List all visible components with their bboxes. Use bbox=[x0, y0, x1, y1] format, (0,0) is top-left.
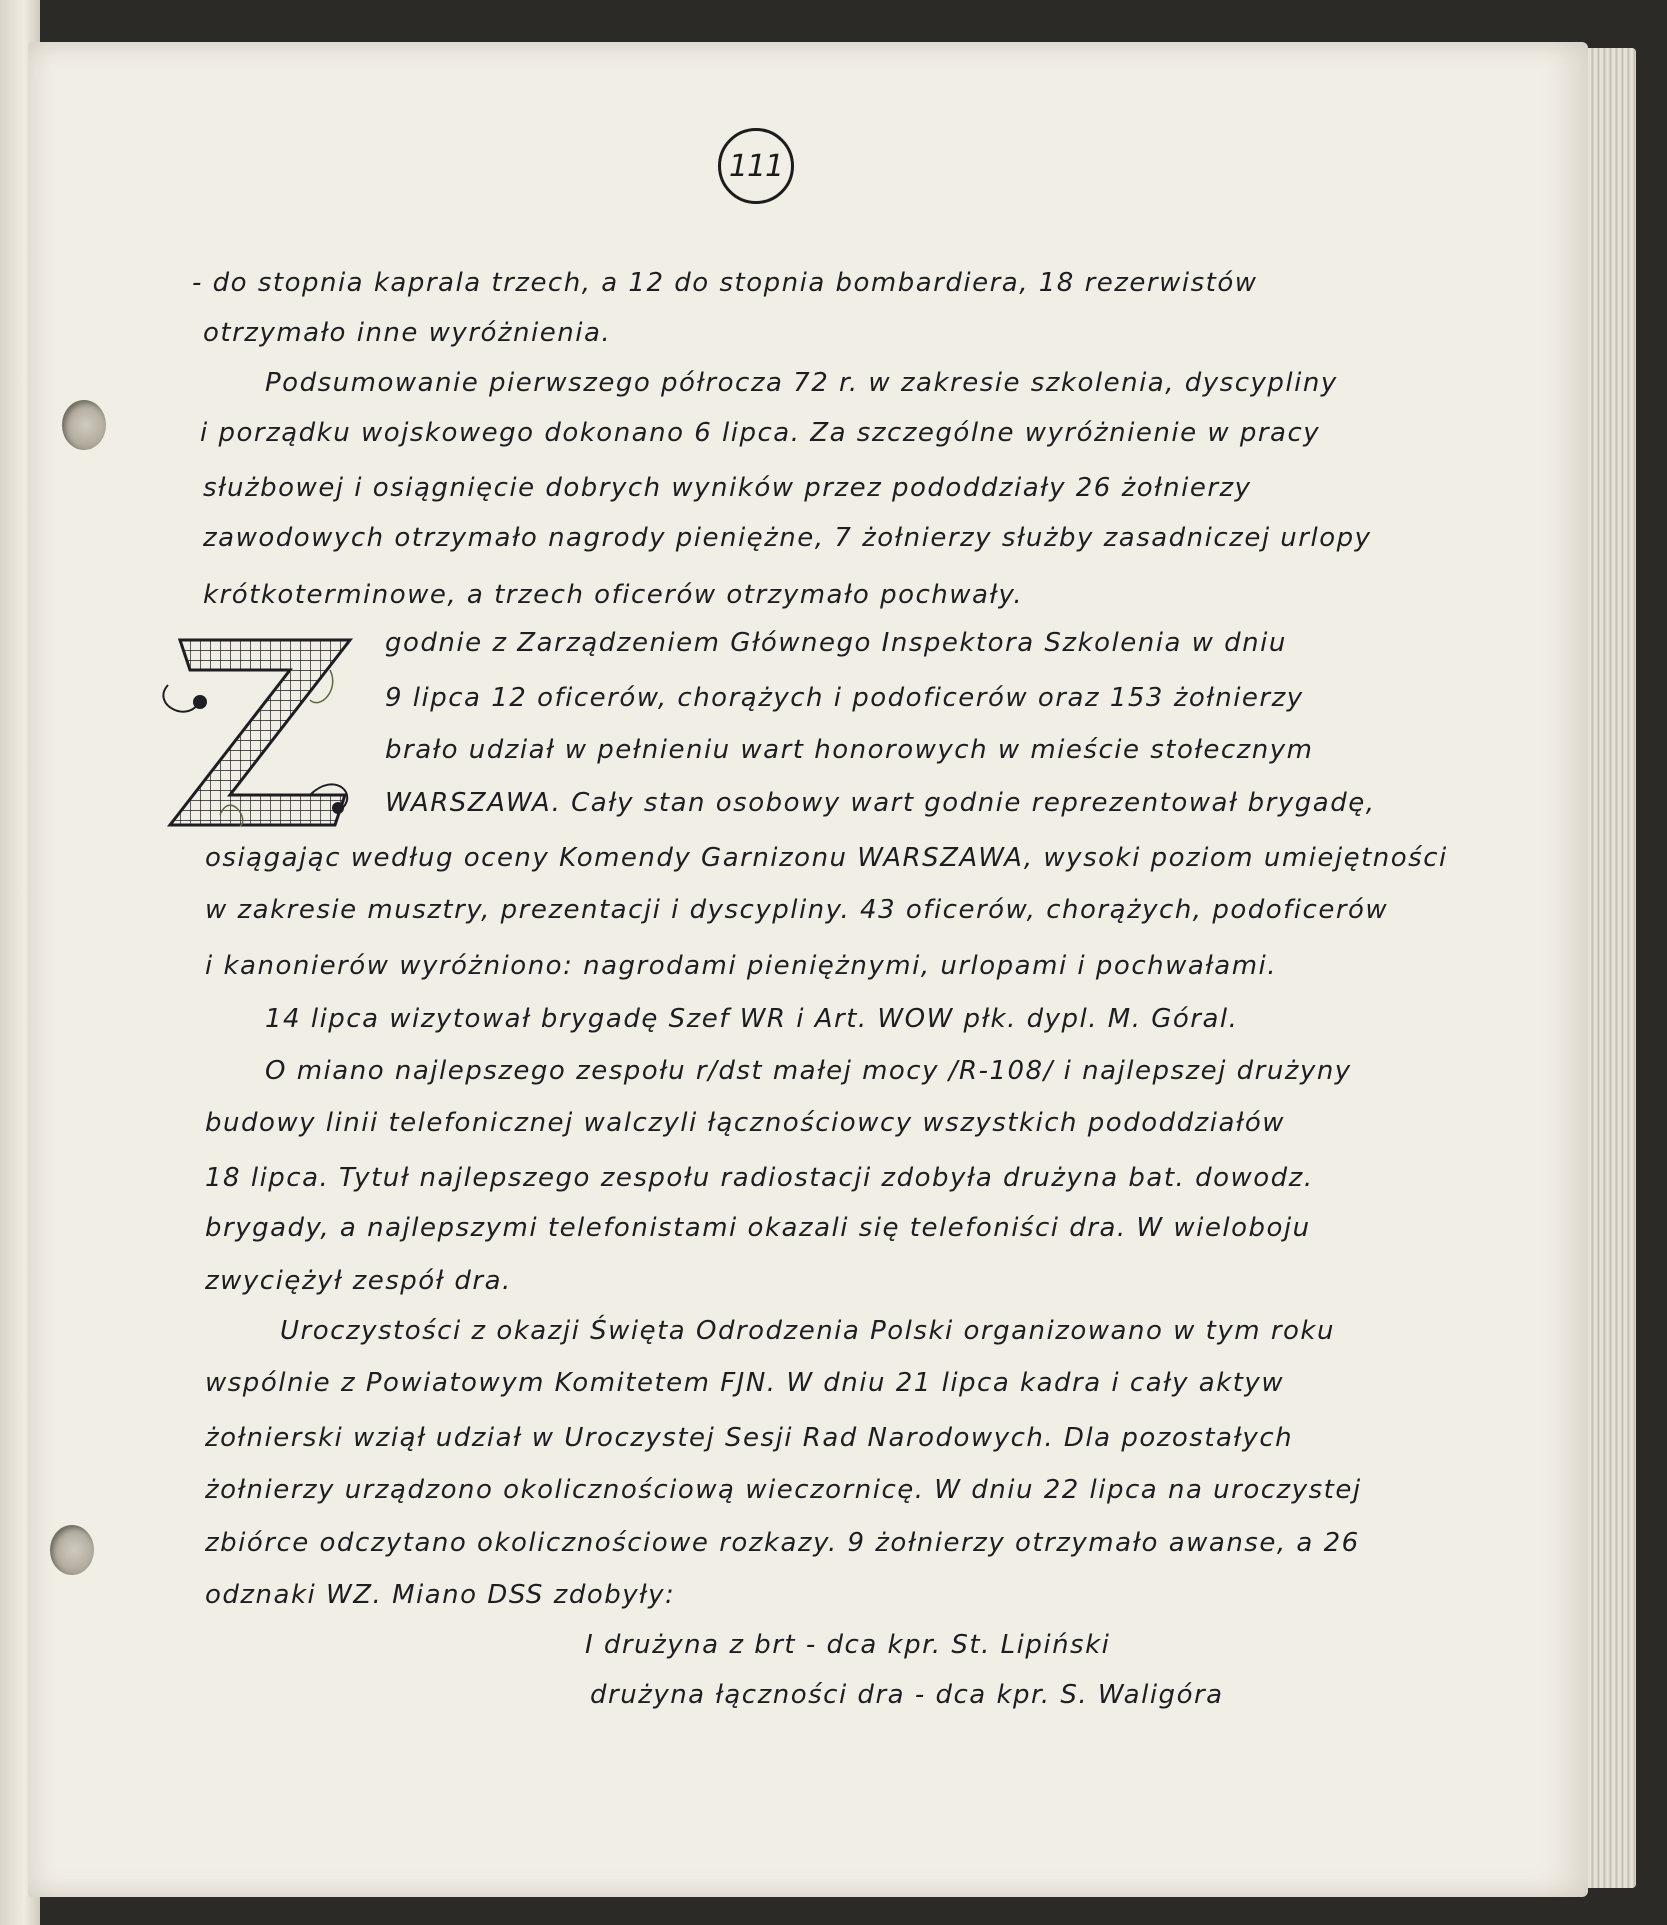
text-line: i porządku wojskowego dokonano 6 lipca. Za szczególne wyróżnienie w pracy bbox=[200, 418, 1321, 448]
text-line: żołnierski wziął udział w Uroczystej Sesji Rad Narodowych. Dla pozostałych bbox=[205, 1423, 1294, 1453]
text-line: 9 lipca 12 oficerów, chorążych i podoficerów oraz 153 żołnierzy bbox=[385, 683, 1304, 713]
text-line: godnie z Zarządzeniem Głównego Inspektora Szkolenia w dniu bbox=[385, 628, 1287, 658]
text-line: I drużyna z brt - dca kpr. St. Lipiński bbox=[585, 1630, 1111, 1660]
text-line: służbowej i osiągnięcie dobrych wyników przez pododdziały 26 żołnierzy bbox=[203, 473, 1252, 503]
text-line: zwyciężył zespół dra. bbox=[205, 1266, 512, 1296]
text-line: drużyna łączności dra - dca kpr. S. Waligóra bbox=[590, 1680, 1224, 1710]
text-line: krótkoterminowe, a trzech oficerów otrzymało pochwały. bbox=[203, 580, 1024, 610]
text-line: odznaki WZ. Miano DSS zdobyły: bbox=[205, 1580, 676, 1610]
text-line: Podsumowanie pierwszego półrocza 72 r. w zakresie szkolenia, dyscypliny bbox=[265, 368, 1338, 398]
text-line: żołnierzy urządzono okolicznościową wieczornicę. W dniu 22 lipca na uroczystej bbox=[205, 1475, 1362, 1505]
text-line: osiągając według oceny Komendy Garnizonu WARSZAWA, wysoki poziom umiejętności bbox=[205, 843, 1448, 873]
text-line: Uroczystości z okazji Święta Odrodzenia Polski organizowano w tym roku bbox=[280, 1316, 1335, 1346]
text-line: WARSZAWA. Cały stan osobowy wart godnie reprezentował brygadę, bbox=[385, 788, 1376, 818]
text-line: zbiórce odczytano okolicznościowe rozkazy. 9 żołnierzy otrzymało awanse, a 26 bbox=[205, 1528, 1360, 1558]
binder-hole-bottom bbox=[50, 1525, 94, 1575]
text-line: brało udział w pełnieniu wart honorowych w mieście stołecznym bbox=[385, 735, 1314, 765]
text-line: otrzymało inne wyróżnienia. bbox=[203, 318, 612, 348]
text-line: budowy linii telefonicznej walczyli łącznościowcy wszystkich pododdziałów bbox=[205, 1108, 1286, 1138]
text-line: O miano najlepszego zespołu r/dst małej mocy /R-108/ i najlepszej drużyny bbox=[265, 1056, 1352, 1086]
decorative-initial-z-icon bbox=[160, 630, 360, 830]
page-stack-edges bbox=[1588, 48, 1636, 1888]
text-line: brygady, a najlepszymi telefonistami okazali się telefoniści dra. W wieloboju bbox=[205, 1213, 1311, 1243]
text-line: i kanonierów wyróżniono: nagrodami pieniężnymi, urlopami i pochwałami. bbox=[205, 951, 1278, 981]
text-line: 14 lipca wizytował brygadę Szef WR i Art. WOW płk. dypl. M. Góral. bbox=[265, 1004, 1239, 1034]
text-line: zawodowych otrzymało nagrody pieniężne, 7 żołnierzy służby zasadniczej urlopy bbox=[203, 523, 1372, 553]
text-line: w zakresie musztry, prezentacji i dyscypliny. 43 oficerów, chorążych, podoficerów bbox=[205, 895, 1389, 925]
page-number: 111 bbox=[718, 128, 794, 204]
text-line: 18 lipca. Tytuł najlepszego zespołu radiostacji zdobyła drużyna bat. dowodz. bbox=[205, 1163, 1314, 1193]
text-line: - do stopnia kaprala trzech, a 12 do stopnia bombardiera, 18 rezerwistów bbox=[192, 268, 1258, 298]
binder-hole-top bbox=[62, 400, 106, 450]
text-line: wspólnie z Powiatowym Komitetem FJN. W dniu 21 lipca kadra i cały aktyw bbox=[205, 1368, 1285, 1398]
